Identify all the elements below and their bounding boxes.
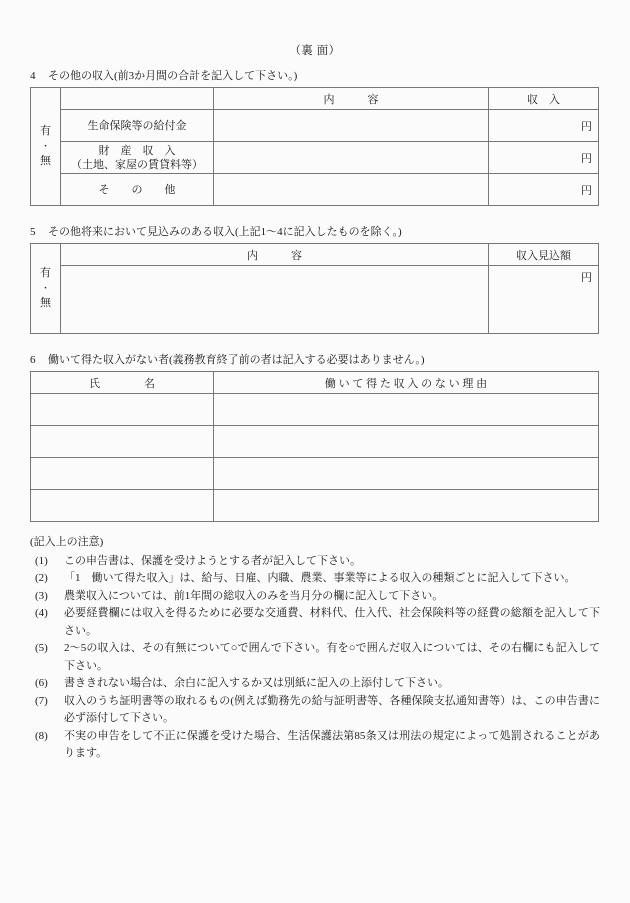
section-6-name-2[interactable] xyxy=(31,458,214,490)
section-4-row-unit-2[interactable]: 円 xyxy=(489,174,599,206)
note-item xyxy=(30,570,600,588)
notes-section xyxy=(30,534,600,763)
section-6-header-row xyxy=(31,372,599,394)
page-label: （裏 面） xyxy=(289,45,341,57)
note-text-6: 書ききれない場合は、余白に記入するか又は別紙に記入の上添付して下さい。 xyxy=(64,677,449,689)
note-item xyxy=(30,588,600,606)
note-text-5: 2～5の収入は、その有無について○で囲んで下さい。有を○で囲んだ収入については、その右欄にも記入して下さい。 xyxy=(64,642,600,672)
section-4-row-label-1-line2: （土地、家屋の賃貸料等） xyxy=(71,158,203,171)
note-marker-4: (4) xyxy=(35,607,48,619)
note-item xyxy=(30,553,600,571)
section-4-title: その他の収入(前3か月間の合計を記入して下さい。) xyxy=(48,70,298,82)
section-6-table xyxy=(30,371,599,522)
note-item xyxy=(30,728,600,763)
section-4-table xyxy=(30,87,599,206)
section-6-header-name: 氏 名 xyxy=(31,372,214,394)
section-6-title: 働いて得た収入がない者(義務教育終了前の者は記入する必要はありません。) xyxy=(48,354,425,366)
section-4-separator: ・ xyxy=(40,141,50,151)
section-4-row-label-1-line1: 財 産 収 入 xyxy=(98,144,176,157)
section-6-number: 6 xyxy=(30,354,36,366)
section-6-heading xyxy=(30,352,600,368)
table-row xyxy=(31,142,599,174)
section-5-yesno-cell[interactable] xyxy=(31,244,61,334)
note-item xyxy=(30,640,600,675)
note-text-2: 「1 働いて得た収入」は、給与、日雇、内職、農業、事業等による収入の種類ごとに記入して下さい。 xyxy=(64,572,576,584)
section-4-row-content-1[interactable] xyxy=(214,142,489,174)
section-5-header-row xyxy=(31,244,599,266)
section-4-row-label-2: そ の 他 xyxy=(61,174,214,206)
section-4-yesno-cell[interactable] xyxy=(31,88,61,206)
note-marker-3: (3) xyxy=(35,589,48,602)
note-marker-8: (8) xyxy=(35,729,48,742)
table-row xyxy=(31,266,599,334)
section-4-header-content: 内 容 xyxy=(214,88,489,110)
note-item xyxy=(30,675,600,693)
table-row xyxy=(31,110,599,142)
note-text-3: 農業収入については、前1年間の総収入のみを当月分の欄に記入して下さい。 xyxy=(64,589,444,602)
note-marker-7: (7) xyxy=(35,694,48,707)
section-6-reason-0[interactable] xyxy=(214,394,599,426)
section-5-unit-cell[interactable]: 円 xyxy=(489,266,599,334)
section-4-no-label[interactable]: 無 xyxy=(40,155,51,167)
section-6-name-1[interactable] xyxy=(31,426,214,458)
section-5-separator: ・ xyxy=(40,283,50,293)
section-4-header-income: 収 入 xyxy=(489,88,599,110)
section-4-header-row xyxy=(31,88,599,110)
note-marker-2: (2) xyxy=(35,572,48,584)
section-4-row-label-0: 生命保険等の給付金 xyxy=(61,110,214,142)
section-5-header-content: 内 容 xyxy=(61,244,489,266)
notes-title: (記入上の注意) xyxy=(30,536,104,548)
section-5-table xyxy=(30,243,599,334)
section-5-yes-label[interactable]: 有 xyxy=(40,267,51,279)
note-text-1: この申告書は、保護を受けようとする者が記入して下さい。 xyxy=(64,554,361,567)
section-6-header-reason: 働 い て 得 た 収 入 の な い 理 由 xyxy=(214,372,599,394)
note-text-7: 収入のうち証明書等の取れるもの(例えば勤務先の給与証明書等、各種保険支払通知書等）は、この申告書に必ず添付して下さい。 xyxy=(64,694,600,724)
section-6-reason-2[interactable] xyxy=(214,458,599,490)
table-row xyxy=(31,490,599,522)
note-marker-1: (1) xyxy=(35,554,48,567)
table-row xyxy=(31,394,599,426)
section-4-row-content-0[interactable] xyxy=(214,110,489,142)
section-5-header-expected: 収入見込額 xyxy=(489,244,599,266)
section-5-no-label[interactable]: 無 xyxy=(40,297,51,309)
section-6-name-3[interactable] xyxy=(31,490,214,522)
section-6-reason-3[interactable] xyxy=(214,490,599,522)
section-4-row-content-2[interactable] xyxy=(214,174,489,206)
section-5-content-cell[interactable] xyxy=(61,266,489,334)
section-6-reason-1[interactable] xyxy=(214,426,599,458)
section-4-row-label-1 xyxy=(61,142,214,174)
table-row xyxy=(31,426,599,458)
section-4-yes-label[interactable]: 有 xyxy=(40,125,51,137)
note-marker-5: (5) xyxy=(35,642,48,654)
section-5-number: 5 xyxy=(30,226,36,238)
section-4-corner-cell xyxy=(61,88,214,110)
section-5-heading xyxy=(30,224,600,240)
note-item xyxy=(30,605,600,640)
note-item xyxy=(30,693,600,728)
section-4-number: 4 xyxy=(30,70,36,82)
note-text-8: 不実の申告をして不正に保護を受けた場合、生活保護法第85条又は刑法の規定によって処罰されることがあります。 xyxy=(64,729,600,759)
section-4-row-unit-1[interactable]: 円 xyxy=(489,142,599,174)
section-5-title: その他将来において見込みのある収入(上記1～4に記入したものを除く。) xyxy=(48,226,402,238)
section-6-name-0[interactable] xyxy=(31,394,214,426)
section-4-heading xyxy=(30,68,600,84)
note-marker-6: (6) xyxy=(35,677,48,689)
section-4-row-unit-0[interactable]: 円 xyxy=(489,110,599,142)
table-row xyxy=(31,458,599,490)
table-row xyxy=(31,174,599,206)
note-text-4: 必要経費欄には収入を得るために必要な交通費、材料代、仕入代、社会保険料等の経費の総額を記入して下さい。 xyxy=(64,607,600,637)
